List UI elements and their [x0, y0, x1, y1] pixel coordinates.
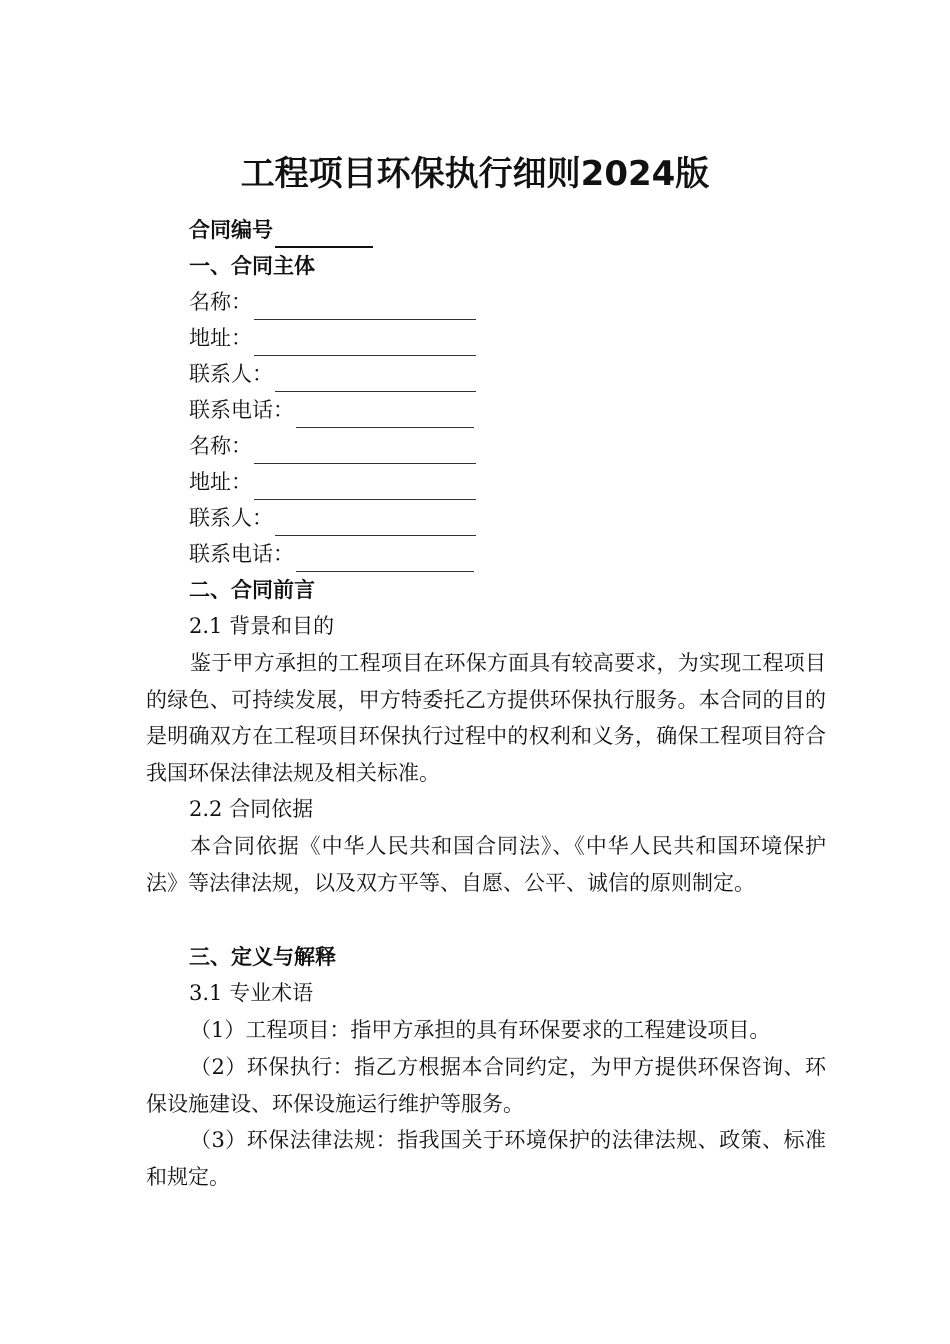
party-a-phone-label: 联系电话： [189, 398, 294, 422]
party-a-phone-line [189, 392, 474, 428]
document-title: 工程项目环保执行细则2024版 [240, 154, 710, 194]
party-b-name-blank[interactable] [254, 437, 476, 464]
party-a-contact-label: 联系人： [189, 362, 273, 386]
term-item-regulations: （3）环保法律法规：指我国关于环境保护的法律法规、政策、标准和规定。 [146, 1128, 826, 1189]
subsection-title-basis: 2.2 合同依据 [189, 797, 314, 821]
subsection-title-terms: 3.1 专业术语 [189, 981, 314, 1005]
section-heading-definitions: 三、定义与解释 [189, 945, 336, 969]
party-a-phone-blank[interactable] [296, 401, 474, 428]
party-a-address-label: 地址： [189, 326, 252, 350]
contract-number-blank[interactable] [275, 220, 373, 248]
paragraph-basis: 本合同依据《中华人民共和国合同法》、《中华人民共和国环境保护法》等法律法规，以及双方平等、自愿、公平、诚信的原则制定。 [146, 834, 826, 895]
party-a-contact-blank[interactable] [275, 365, 476, 392]
party-b-address-label: 地址： [189, 470, 252, 494]
party-a-address-blank[interactable] [254, 329, 476, 356]
subsection-title-background: 2.1 背景和目的 [189, 614, 335, 638]
party-a-name-blank[interactable] [254, 293, 476, 320]
contract-number-line [189, 212, 373, 248]
party-b-phone-blank[interactable] [296, 545, 474, 572]
contract-number-label: 合同编号 [189, 218, 273, 242]
party-b-contact-line [189, 500, 476, 536]
party-b-name-label: 名称： [189, 434, 252, 458]
party-b-contact-blank[interactable] [275, 509, 476, 536]
paragraph-background: 鉴于甲方承担的工程项目在环保方面具有较高要求，为实现工程项目的绿色、可持续发展，甲方特委托乙方提供环保执行服务。本合同的目的是明确双方在工程项目环保执行过程中的权利和义务，确保工程项目符合我国环保法律法规及相关标准。 [146, 651, 826, 785]
term-item-execution: （2）环保执行：指乙方根据本合同约定，为甲方提供环保咨询、环保设施建设、环保设施运行维护等服务。 [146, 1055, 826, 1116]
party-b-address-blank[interactable] [254, 473, 476, 500]
party-b-phone-label: 联系电话： [189, 542, 294, 566]
term-item-project: （1）工程项目：指甲方承担的具有环保要求的工程建设项目。 [190, 1018, 771, 1042]
party-a-name-line [189, 284, 476, 320]
party-b-phone-line [189, 536, 474, 572]
party-b-name-line [189, 428, 476, 464]
party-a-address-line [189, 320, 476, 356]
party-a-name-label: 名称： [189, 290, 252, 314]
section-heading-parties: 一、合同主体 [189, 254, 315, 278]
party-b-contact-label: 联系人： [189, 506, 273, 530]
party-a-contact-line [189, 356, 476, 392]
section-heading-preamble: 二、合同前言 [189, 578, 315, 602]
party-b-address-line [189, 464, 476, 500]
